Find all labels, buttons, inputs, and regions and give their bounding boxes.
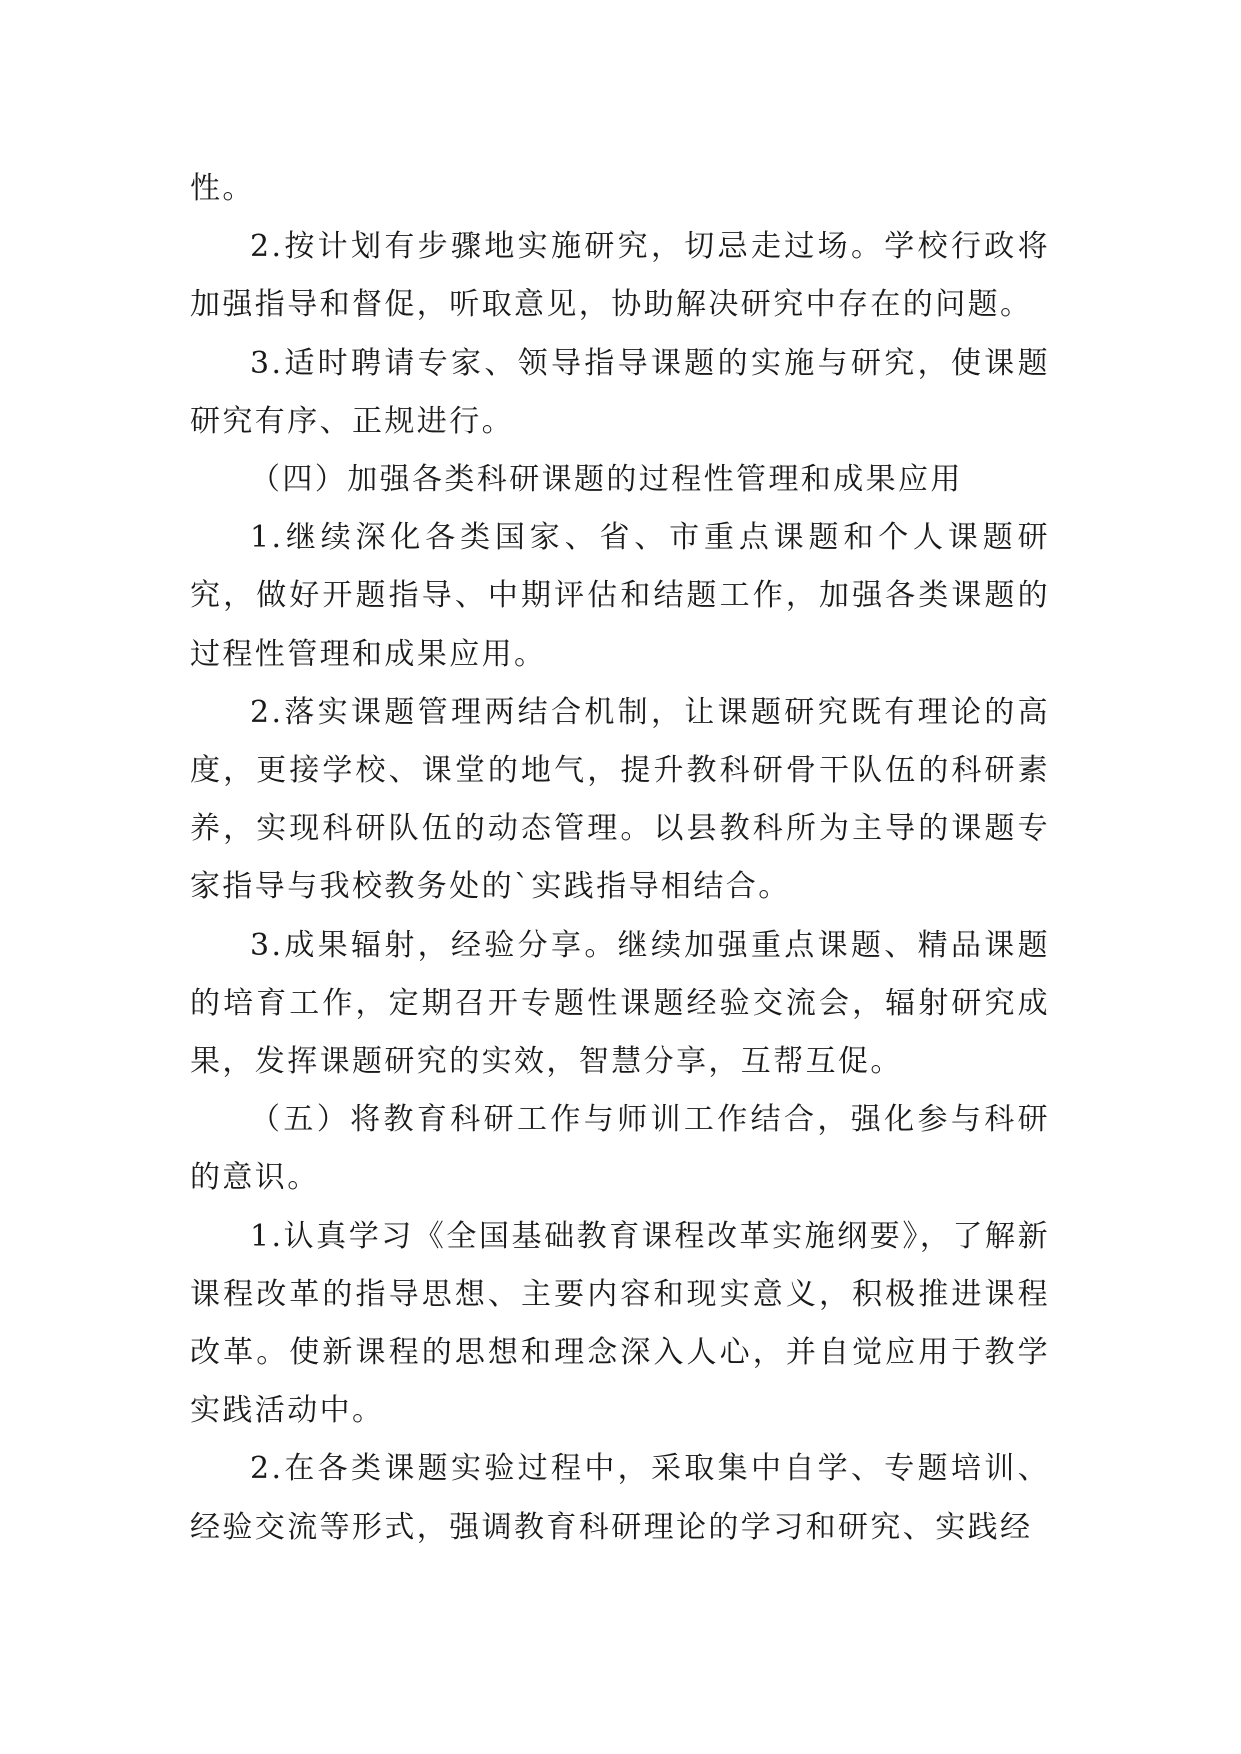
paragraph-item-5-1: 1.认真学习《全国基础教育课程改革实施纲要》，了解新课程改革的指导思想、主要内容和现实意义，积极推进课程改革。使新课程的思想和理念深入人心，并自觉应用于教学实践活动中。 [190,1218,1050,1429]
section-heading-4: （四）加强各类科研课题的过程性管理和成果应用 [250,462,963,498]
paragraph-item-3: 3.适时聘请专家、领导指导课题的实施与研究，使课题研究有序、正规进行。 [190,345,1050,439]
section-heading-5: （五）将教育科研工作与师训工作结合，强化参与科研的意识。 [190,1102,1050,1196]
document-body [190,160,1050,1557]
paragraph-item-4-2: 2.落实课题管理两结合机制，让课题研究既有理论的高度，更接学校、课堂的地气，提升教科研骨干队伍的科研素养，实现科研队伍的动态管理。以县教科所为主导的课题专家指导与我校教务处的`实践指导相结合。 [190,694,1050,905]
paragraph-item-2: 2.按计划有步骤地实施研究，切忌走过场。学校行政将加强指导和督促，听取意见，协助解决研究中存在的问题。 [190,229,1050,323]
paragraph-continuation: 性。 [190,171,255,206]
paragraph-item-4-1: 1.继续深化各类国家、省、市重点课题和个人课题研究，做好开题指导、中期评估和结题工作，加强各类课题的过程性管理和成果应用。 [190,520,1050,672]
paragraph-item-4-3: 3.成果辐射，经验分享。继续加强重点课题、精品课题的培育工作，定期召开专题性课题经验交流会，辐射研究成果，发挥课题研究的实效，智慧分享，互帮互促。 [190,927,1050,1080]
paragraph-item-5-2: 2.在各类课题实验过程中，采取集中自学、专题培训、经验交流等形式，强调教育科研理论的学习和研究、实践经 [190,1451,1050,1545]
